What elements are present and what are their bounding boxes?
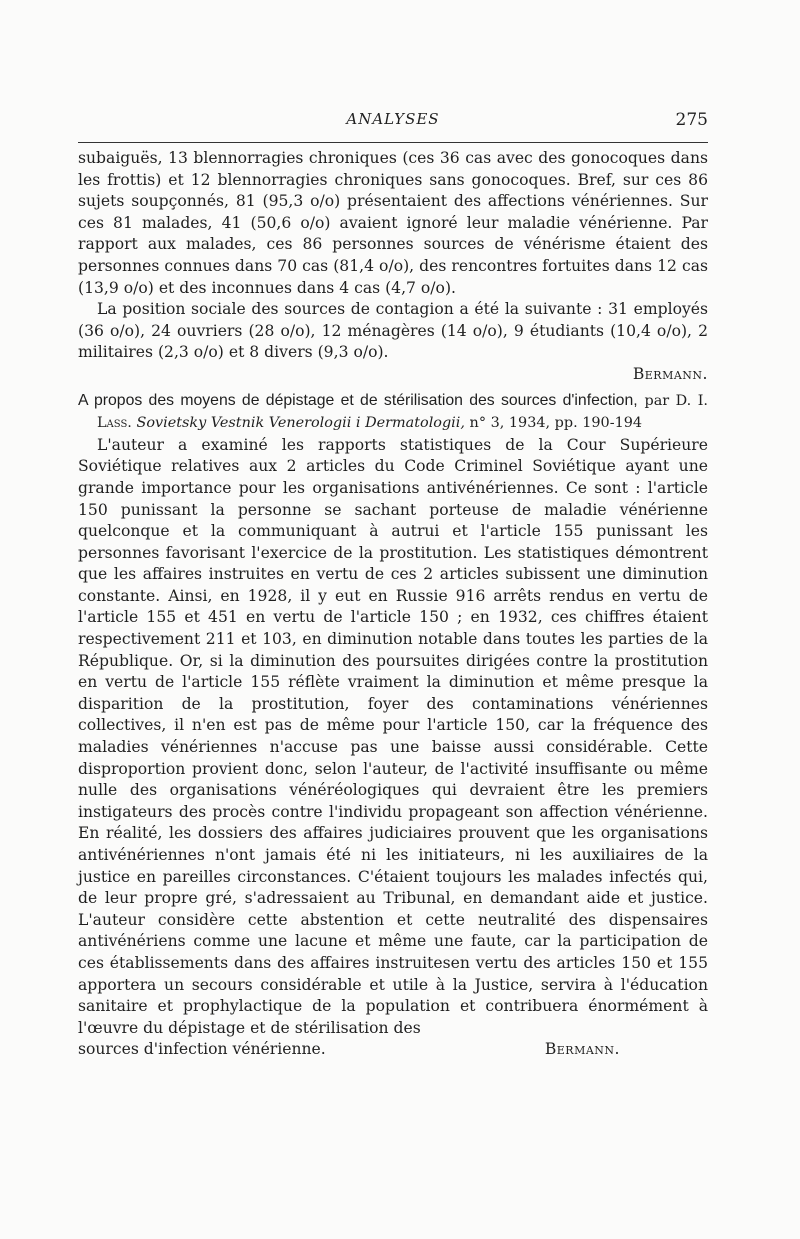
- review2-journal: Sovietsky Vestnik Venerologii i Dermatologii,: [136, 415, 465, 432]
- running-title: ANALYSES: [346, 110, 440, 128]
- review2-issue: n° 3, 1934, pp. 190-194: [469, 415, 643, 432]
- review2-body-last-line: sources d'infection vénérienne.: [78, 1040, 326, 1059]
- review2-last-line: [78, 1039, 708, 1061]
- review2-title: A propos des moyens de dépistage et de stérilisation des sources d'infection,: [78, 391, 638, 409]
- body-text: [78, 148, 708, 1061]
- page-number: 275: [675, 110, 708, 130]
- review2-author: D. I. Lass.: [97, 392, 708, 432]
- review1-paragraph-1: subaiguës, 13 blennorragies chroniques (ces 36 cas avec des gonocoques dans les frottis) et 12 blennorragies chroniques sans gonocoques. Bref, sur ces 86 sujets soupçonnés, 81 (95,3 o/o) présentaient des affections vénériennes. Sur ces 81 malades, 41 (50,6 o/o) avaient ignoré leur maladie vénérienne. Par rapport aux malades, ces 86 personnes sources de vénérisme étaient des personnes connues dans 70 cas (81,4 o/o), des rencontres fortuites dans 12 cas (13,9 o/o) et des inconnues dans 4 cas (4,7 o/o).: [78, 149, 708, 297]
- running-head: [78, 108, 708, 132]
- review2-heading: [78, 390, 708, 435]
- review2-body: L'auteur a examiné les rapports statistiques de la Cour Supérieure Soviétique relatives aux 2 articles du Code Criminel Soviétique ayant une grande importance pour les organisations antivénériennes. Ce sont : l'article 150 punissant la personne se sachant porteuse de maladie vénérienne quelconque et la communiquant à autrui et l'article 155 punissant les personnes favorisant l'exercice de la prostitution. Les statistiques démontrent que les affaires instruites en vertu de ces 2 articles subissent une diminution constante. Ainsi, en 1928, il y eut en Russie 916 arrêts rendus en vertu de l'article 155 et 451 en vertu de l'article 150 ; en 1932, ces chiffres étaient respectivement 211 et 103, en diminution notable dans toutes les parties de la République. Or, si la diminution des poursuites dirigées contre la prostitution en vertu de l'article 155 réflète vraiment la diminution et même presque la disparition de la prostitution, foyer des contaminations vénériennes collectives, il n'en est pas de même pour l'article 150, car la fréquence des maladies vénériennes n'accuse pas une baisse aussi considérable. Cette disproportion provient donc, selon l'auteur, de l'activité insuffisante ou même nulle des organisations vénéréologiques qui devraient être les premiers instigateurs des procès contre l'individu propageant son affection vénérienne. En réalité, les dossiers des affaires judiciaires prouvent que les organisations antivénériennes n'ont jamais été ni les initiateurs, ni les auxiliaires de la justice en pareilles circonstances. C'étaient toujours les malades infectés qui, de leur propre gré, s'adressaient au Tribunal, en demandant aide et justice. L'auteur considère cette abstention et cette neutralité des dispensaires antivénériens comme une lacune et même une faute, car la participation de ces établissements dans des affaires instruitesen vertu des articles 150 et 155 apportera un secours considérable et utile à la Justice, servira à l'éducation sanitaire et prophylactique de la population et contribuera énormément à l'œuvre du dépistage et de stérilisation des: [78, 435, 708, 1037]
- review2-by: par: [644, 392, 670, 409]
- review2-signature: Bermann.: [544, 1040, 620, 1059]
- header-rule: [78, 142, 708, 143]
- review1-signature: Bermann.: [632, 364, 708, 383]
- review1-paragraph-2: La position sociale des sources de contagion a été la suivante : 31 employés (36 o/o), 24 ouvriers (28 o/o), 12 ménagères (14 o/o), 9 étudiants (10,4 o/o), 2 militaires (2,3 o/o) et 8 divers (9,3 o/o).: [78, 300, 708, 362]
